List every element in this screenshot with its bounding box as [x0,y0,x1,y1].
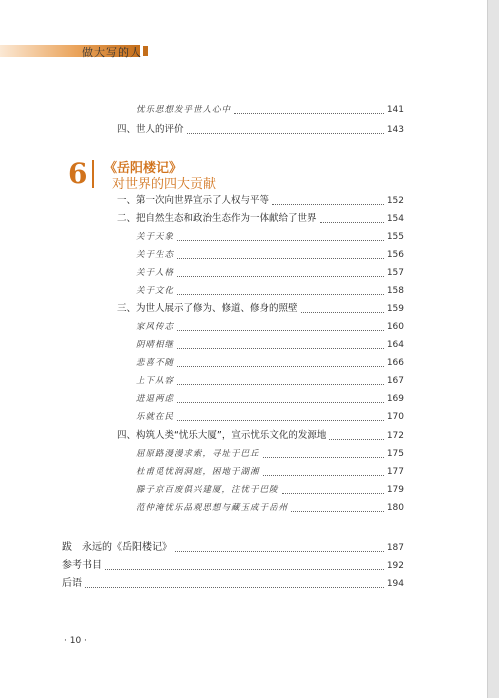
toc-entry-page: 167 [386,376,404,386]
toc-entry-label: 跋 永远的《岳阳楼记》 [62,542,172,553]
toc-entry[interactable] [136,357,404,369]
toc-entry-page: 164 [386,340,404,350]
toc-entry-label: 二、把自然生态和政治生态作为一体献给了世界 [117,213,317,224]
header-accent-mark [143,46,148,56]
chapter-divider [92,160,94,188]
toc-entry-page: 170 [386,412,404,422]
running-header-title: 做大写的人 [82,46,142,59]
toc-entry-page: 177 [386,467,404,477]
window-scrollbar[interactable] [487,0,499,698]
toc-entry-page: 179 [386,485,404,495]
toc-leader-dots [320,222,384,223]
toc-entry-page: 172 [386,431,404,441]
toc-entry-label: 阴晴相继 [136,340,175,350]
toc-entry-label: 乐就在民 [136,412,175,422]
toc-entry-label: 关于人格 [136,268,175,278]
toc-entry[interactable] [136,285,404,297]
toc-entry-page: 192 [386,561,404,571]
chapter-title-line2: 对世界的四大贡献 [112,177,217,192]
toc-entry-label: 范仲淹忧乐品观思想与藏玉成于岳州 [136,503,289,513]
toc-entry-page: 169 [386,394,404,404]
toc-leader-dots [105,569,384,570]
toc-entry[interactable] [136,411,404,423]
toc-entry-label: 一、第一次向世界宣示了人权与平等 [117,195,270,206]
toc-leader-dots [291,511,384,512]
toc-leader-dots [177,348,384,349]
toc-entry-page: 152 [386,196,404,206]
toc-entry[interactable] [136,375,404,387]
toc-entry[interactable] [62,542,404,554]
toc-leader-dots [177,294,384,295]
toc-entry-label: 家风传志 [136,322,175,332]
toc-leader-dots [234,113,384,114]
toc-entry-label: 屈原路漫漫求索，寻址于巴丘 [136,449,260,459]
toc-leader-dots [263,457,384,458]
toc-entry[interactable] [117,124,404,136]
toc-entry-page: 187 [386,543,404,553]
toc-entry-label: 杜甫觅忧润洞庭，困地于湖湘 [136,467,260,477]
toc-entry-page: 180 [386,503,404,513]
toc-leader-dots [187,133,384,134]
chapter-number: 6 [68,157,88,190]
toc-leader-dots [263,475,384,476]
toc-entry-page: 175 [386,449,404,459]
toc-entry-label: 四、构筑人类“忧乐大厦”，宣示忧乐文化的发源地 [117,430,327,441]
toc-entry[interactable] [117,430,404,442]
toc-entry-page: 156 [386,250,404,260]
toc-entry[interactable] [117,195,404,207]
toc-entry[interactable] [136,249,404,261]
toc-entry-page: 159 [386,304,404,314]
toc-entry-page: 158 [386,286,404,296]
toc-entry-label: 关于天象 [136,232,175,242]
toc-leader-dots [301,312,384,313]
toc-entry[interactable] [62,560,404,572]
toc-entry-page: 160 [386,322,404,332]
toc-entry[interactable] [136,104,404,116]
toc-entry-label: 后语 [62,578,82,589]
toc-entry-page: 154 [386,214,404,224]
page-number: · 10 · [64,636,87,646]
toc-entry[interactable] [136,502,404,514]
toc-entry[interactable] [136,339,404,351]
toc-entry-page: 157 [386,268,404,278]
toc-leader-dots [177,258,384,259]
toc-entry-page: 143 [386,125,404,135]
toc-entry-label: 悲喜不随 [136,358,175,368]
toc-entry[interactable] [136,466,404,478]
toc-entry-label: 四、世人的评价 [117,124,184,135]
toc-entry[interactable] [117,303,404,315]
toc-entry[interactable] [136,231,404,243]
toc-entry-label: 关于文化 [136,286,175,296]
toc-entry[interactable] [117,213,404,225]
toc-leader-dots [282,493,384,494]
toc-entry-page: 166 [386,358,404,368]
toc-entry-label: 关于生态 [136,250,175,260]
toc-leader-dots [177,240,384,241]
toc-leader-dots [272,204,384,205]
toc-entry[interactable] [136,321,404,333]
toc-entry-label: 进退两虑 [136,394,175,404]
toc-entry-page: 141 [386,105,404,115]
toc-entry-label: 滕子京百废俱兴建厦，注忧于巴陵 [136,485,279,495]
toc-entry[interactable] [62,578,404,590]
toc-leader-dots [177,402,384,403]
toc-leader-dots [177,366,384,367]
toc-entry-label: 参考书目 [62,560,102,571]
toc-leader-dots [175,551,384,552]
toc-leader-dots [85,587,384,588]
toc-entry[interactable] [136,448,404,460]
toc-leader-dots [329,439,383,440]
toc-entry[interactable] [136,484,404,496]
toc-leader-dots [177,330,384,331]
chapter-title-line1: 《岳阳楼记》 [104,161,183,176]
toc-entry-label: 忧乐思想发乎世人心中 [136,105,232,115]
toc-leader-dots [177,384,384,385]
toc-entry-page: 155 [386,232,404,242]
toc-entry-label: 上下从容 [136,376,175,386]
toc-entry[interactable] [136,393,404,405]
toc-entry-label: 三、为世人展示了修为、修道、修身的照壁 [117,303,298,314]
toc-leader-dots [177,420,384,421]
toc-entry[interactable] [136,267,404,279]
toc-leader-dots [177,276,384,277]
toc-entry-page: 194 [386,579,404,589]
